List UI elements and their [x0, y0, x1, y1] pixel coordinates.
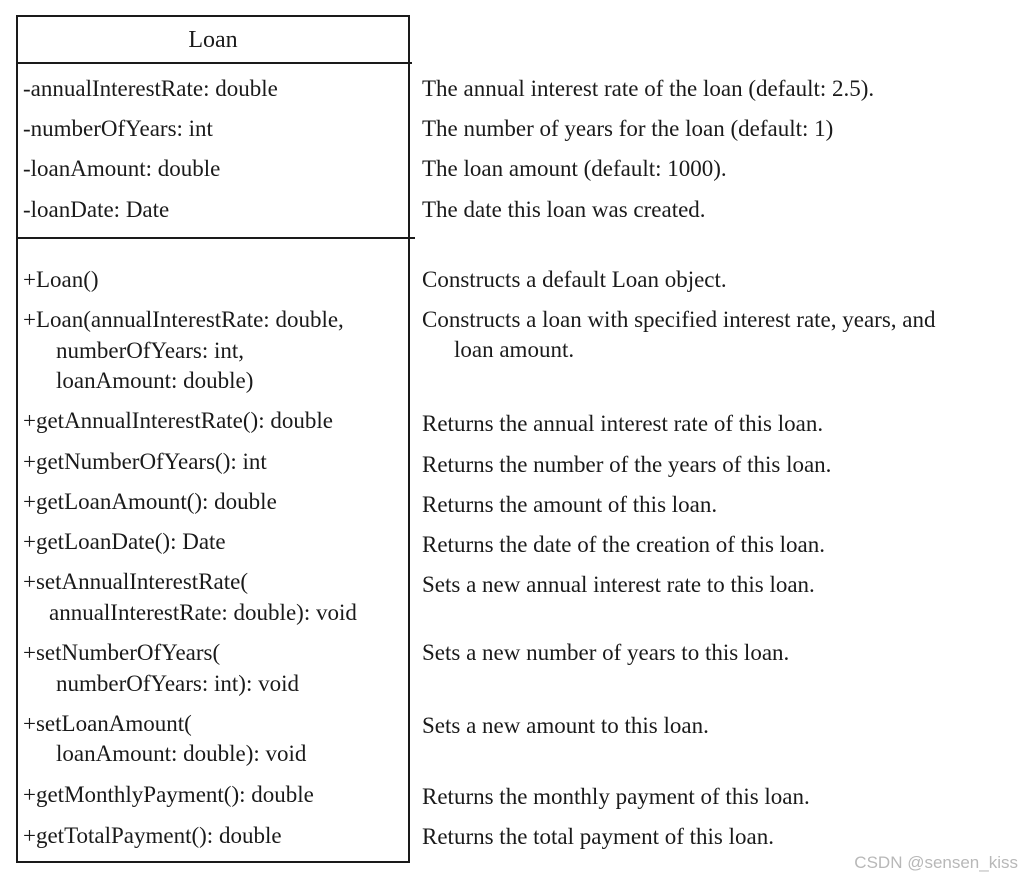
watermark: CSDN @sensen_kiss [854, 853, 1018, 872]
method-constructor-description-line-2: loan amount. [454, 337, 575, 362]
method-get-monthly-payment-description: Returns the monthly payment of this loan. [422, 784, 810, 809]
method-default-constructor-description: Constructs a default Loan object. [422, 267, 727, 292]
method-set-annual-interest-rate-description: Sets a new annual interest rate to this loan. [422, 572, 815, 597]
method-set-annual-interest-rate-line-2: annualInterestRate: double): void [49, 600, 357, 625]
method-get-number-of-years: +getNumberOfYears(): int [23, 449, 267, 474]
method-get-loan-amount: +getLoanAmount(): double [23, 489, 277, 514]
attribute-loan-date: -loanDate: Date [23, 197, 170, 222]
method-get-annual-interest-rate-description: Returns the annual interest rate of this loan. [422, 411, 824, 436]
attribute-loan-amount-description: The loan amount (default: 1000). [422, 156, 727, 181]
method-get-loan-amount-description: Returns the amount of this loan. [422, 492, 718, 517]
method-get-number-of-years-description: Returns the number of the years of this loan. [422, 452, 832, 477]
name-attributes-divider [16, 62, 412, 64]
method-set-loan-amount-description: Sets a new amount to this loan. [422, 713, 709, 738]
method-set-annual-interest-rate-line-1: +setAnnualInterestRate( [23, 569, 249, 594]
method-get-total-payment-description: Returns the total payment of this loan. [422, 824, 774, 849]
method-set-number-of-years-description: Sets a new number of years to this loan. [422, 640, 790, 665]
method-constructor-line-1: +Loan(annualInterestRate: double, [23, 307, 344, 332]
class-name: Loan [188, 27, 238, 53]
method-default-constructor: +Loan() [23, 267, 99, 292]
method-set-loan-amount-line-2: loanAmount: double): void [56, 741, 307, 766]
method-get-total-payment: +getTotalPayment(): double [23, 823, 282, 848]
attribute-annual-interest-rate-description: The annual interest rate of the loan (default: 2.5). [422, 76, 875, 101]
attribute-loan-date-description: The date this loan was created. [422, 197, 706, 222]
method-get-annual-interest-rate: +getAnnualInterestRate(): double [23, 408, 333, 433]
method-get-loan-date: +getLoanDate(): Date [23, 529, 226, 554]
attribute-loan-amount: -loanAmount: double [23, 156, 221, 181]
attributes-methods-divider [16, 237, 415, 239]
method-get-monthly-payment: +getMonthlyPayment(): double [23, 782, 314, 807]
attribute-number-of-years: -numberOfYears: int [23, 116, 213, 141]
method-get-loan-date-description: Returns the date of the creation of this loan. [422, 532, 826, 557]
attribute-annual-interest-rate: -annualInterestRate: double [23, 76, 278, 101]
method-constructor-description-line-1: Constructs a loan with specified interest rate, years, and [422, 307, 936, 332]
method-set-number-of-years-line-1: +setNumberOfYears( [23, 640, 221, 665]
method-set-number-of-years-line-2: numberOfYears: int): void [56, 671, 299, 696]
method-constructor-line-3: loanAmount: double) [56, 368, 254, 393]
method-set-loan-amount-line-1: +setLoanAmount( [23, 711, 192, 736]
method-constructor-line-2: numberOfYears: int, [56, 338, 245, 363]
attribute-number-of-years-description: The number of years for the loan (default: 1) [422, 116, 834, 141]
